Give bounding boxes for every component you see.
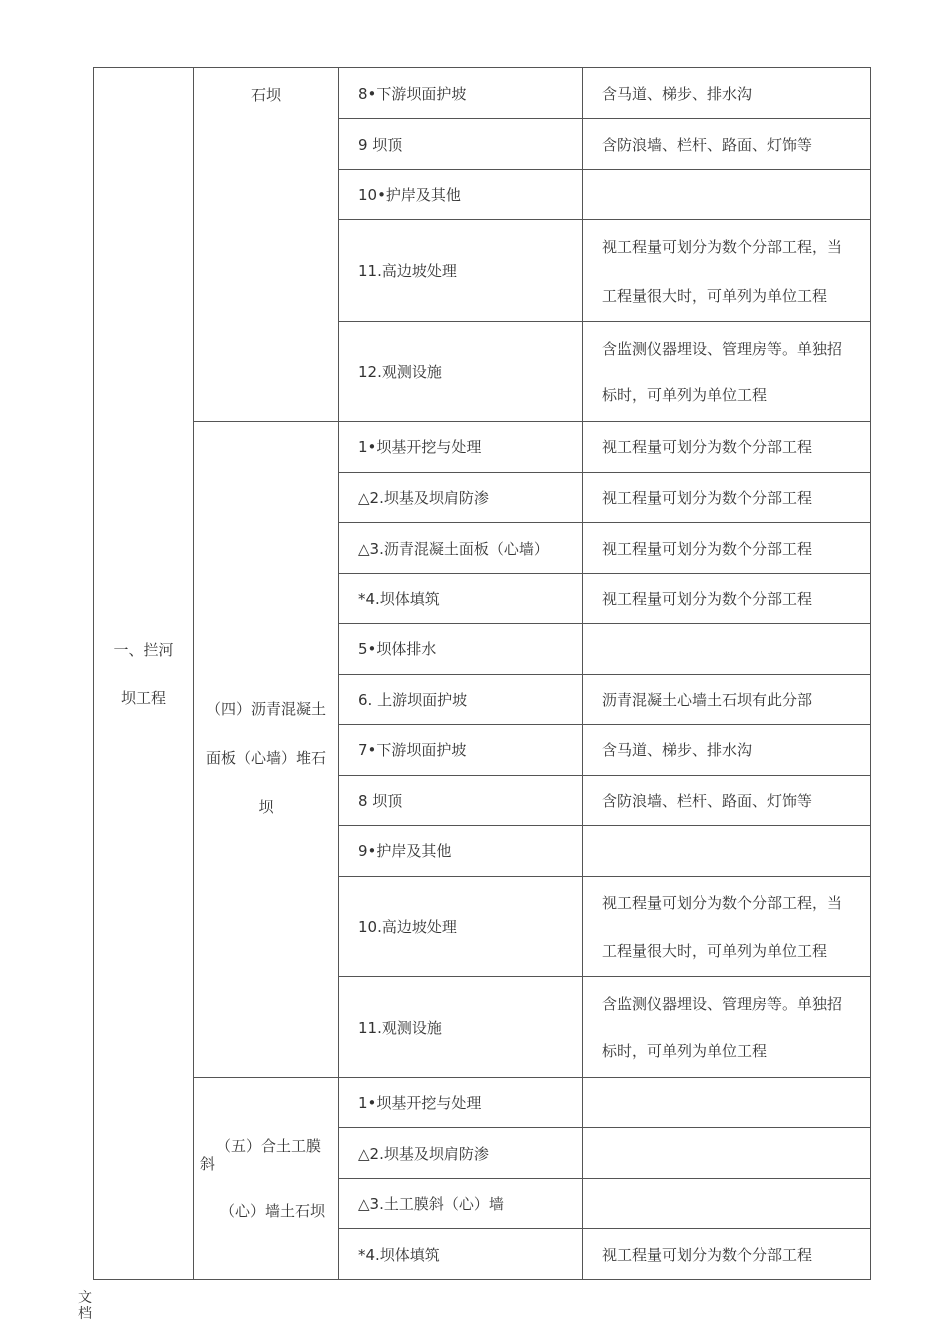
- item-text: 8 坝顶: [358, 792, 403, 810]
- group-label-asphalt-dam: [196, 699, 336, 817]
- row-divider: [338, 825, 871, 826]
- row-divider: [338, 724, 871, 725]
- item-text: △3.土工膜斜（心）墙: [358, 1195, 504, 1213]
- group-label-line: （五）合土工膜: [216, 1137, 322, 1155]
- note-text: 含马道、梯步、排水沟: [602, 741, 753, 759]
- item-text: 9 坝顶: [358, 136, 403, 154]
- row-divider: [338, 118, 871, 119]
- row-divider: [338, 522, 871, 523]
- item-text: 11.高边坡处理: [358, 262, 457, 280]
- group-label-line: 斜: [200, 1155, 216, 1173]
- item-text: 10.高边坡处理: [358, 918, 457, 936]
- item-text: △2.坝基及坝肩防渗: [358, 489, 489, 507]
- note-text: 含马道、梯步、排水沟: [602, 85, 753, 103]
- item-text: 8•下游坝面护坡: [358, 85, 467, 103]
- note-text: 标时，可单列为单位工程: [602, 386, 768, 404]
- group-label-line: （心）墙土石坝: [220, 1202, 326, 1220]
- row-divider: [338, 573, 871, 574]
- column-divider-1: [193, 67, 194, 1280]
- item-text: 1•坝基开挖与处理: [358, 1094, 482, 1112]
- item-text: 10•护岸及其他: [358, 186, 461, 204]
- footer-char: 档: [78, 1306, 92, 1322]
- row-divider: [338, 876, 871, 877]
- level1-label-line: 一、拦河: [113, 641, 174, 659]
- note-text: 工程量很大时，可单列为单位工程: [602, 942, 828, 960]
- note-text: 含监测仪器埋设、管理房等。单独招: [602, 340, 843, 358]
- item-text: 1•坝基开挖与处理: [358, 438, 482, 456]
- note-text: 含防浪墙、栏杆、路面、灯饰等: [602, 792, 813, 810]
- row-divider: [338, 219, 871, 220]
- item-text: *4.坝体填筑: [358, 590, 440, 608]
- row-divider: [338, 1228, 871, 1229]
- note-text: 标时，可单列为单位工程: [602, 1042, 768, 1060]
- row-divider: [338, 775, 871, 776]
- group-divider: [193, 1077, 871, 1078]
- note-text: 视工程量可划分为数个分部工程，当: [602, 894, 843, 912]
- row-divider: [338, 472, 871, 473]
- level1-label: [94, 640, 193, 708]
- item-text: 6. 上游坝面护坡: [358, 691, 468, 709]
- note-text: 沥青混凝土心墙土石坝有此分部: [602, 691, 813, 709]
- row-divider: [338, 976, 871, 977]
- note-text: 视工程量可划分为数个分部工程: [602, 1246, 813, 1264]
- item-text: 7•下游坝面护坡: [358, 741, 467, 759]
- note-text: 视工程量可划分为数个分部工程: [602, 489, 813, 507]
- item-text: 12.观测设施: [358, 363, 442, 381]
- item-text: △2.坝基及坝肩防渗: [358, 1145, 489, 1163]
- row-divider: [338, 321, 871, 322]
- item-text: 5•坝体排水: [358, 640, 437, 658]
- level1-label-line: 坝工程: [120, 689, 166, 707]
- note-text: 工程量很大时，可单列为单位工程: [602, 287, 828, 305]
- row-divider: [338, 169, 871, 170]
- group-label-line: 石坝: [250, 86, 281, 104]
- item-text: △3.沥青混凝土面板（心墙）: [358, 540, 549, 558]
- note-text: 视工程量可划分为数个分部工程，当: [602, 238, 843, 256]
- item-text: 11.观测设施: [358, 1019, 442, 1037]
- note-text: 视工程量可划分为数个分部工程: [602, 540, 813, 558]
- row-divider: [338, 1178, 871, 1179]
- table-border-bottom: [93, 1279, 871, 1280]
- table-border-top: [93, 67, 871, 68]
- footer-char: 文: [78, 1290, 92, 1306]
- group-label-line: 坝: [258, 798, 274, 816]
- note-text: 视工程量可划分为数个分部工程: [602, 590, 813, 608]
- page-footer: [78, 1290, 94, 1322]
- group-label-line: （四）沥青混凝土: [205, 700, 326, 718]
- group-label-line: 面板（心墙）堆石: [205, 749, 326, 767]
- row-divider: [338, 1127, 871, 1128]
- row-divider: [338, 674, 871, 675]
- note-text: 含防浪墙、栏杆、路面、灯饰等: [602, 136, 813, 154]
- row-divider: [338, 623, 871, 624]
- item-text: *4.坝体填筑: [358, 1246, 440, 1264]
- item-text: 9•护岸及其他: [358, 842, 452, 860]
- group-divider: [193, 421, 871, 422]
- note-text: 视工程量可划分为数个分部工程: [602, 438, 813, 456]
- note-text: 含监测仪器埋设、管理房等。单独招: [602, 995, 843, 1013]
- group-label-geomembrane-dam: [194, 1136, 338, 1221]
- group-label-stone-dam: [194, 85, 338, 105]
